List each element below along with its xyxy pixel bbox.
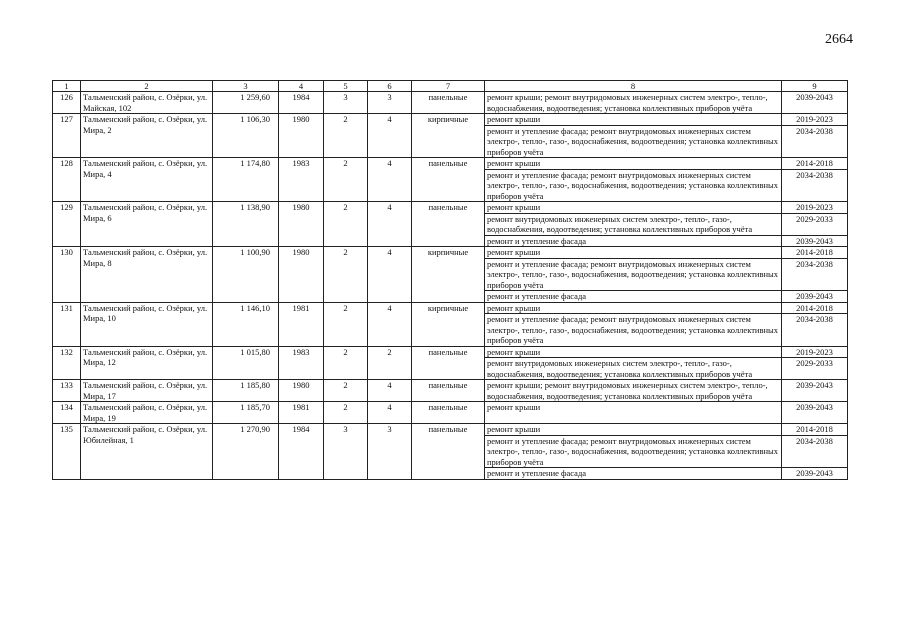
wall-material-cell: панельные: [412, 380, 485, 402]
year-cell: 1980: [279, 202, 324, 247]
entrances-cell: 4: [368, 158, 412, 202]
area-cell: 1 146,10: [213, 302, 279, 346]
repair-work-cell: ремонт крыши; ремонт внутридомовых инженерных систем электро-, тепло-, водоснабжения, водоотведения; установка коллективных приборов учёта: [485, 380, 782, 402]
entrances-cell: 4: [368, 380, 412, 402]
wall-material-cell: панельные: [412, 92, 485, 114]
address-cell: Тальменский район, с. Озёрки, ул. Мира, 19: [81, 402, 213, 424]
area-cell: 1 106,30: [213, 114, 279, 158]
row-number: 127: [53, 114, 81, 158]
period-cell: 2039-2043: [782, 402, 848, 424]
wall-material-cell: кирпичные: [412, 114, 485, 158]
year-cell: 1980: [279, 114, 324, 158]
row-number: 129: [53, 202, 81, 247]
floors-cell: 3: [324, 92, 368, 114]
year-cell: 1980: [279, 247, 324, 303]
wall-material-cell: панельные: [412, 158, 485, 202]
repair-work-cell: ремонт и утепление фасада; ремонт внутридомовых инженерных систем электро-, тепло-, газо-, водоснабжения, водоотведения; установка коллективных приборов учёта: [485, 435, 782, 468]
repair-work-cell: ремонт и утепление фасада: [485, 291, 782, 303]
table-row: [53, 424, 848, 436]
period-cell: 2039-2043: [782, 235, 848, 247]
column-header-7: 7: [412, 81, 485, 92]
repair-work-cell: ремонт крыши: [485, 114, 782, 126]
period-cell: 2014-2018: [782, 424, 848, 436]
row-number: 126: [53, 92, 81, 114]
area-cell: 1 259,60: [213, 92, 279, 114]
column-header-5: 5: [324, 81, 368, 92]
area-cell: 1 100,90: [213, 247, 279, 303]
entrances-cell: 4: [368, 114, 412, 158]
period-cell: 2034-2038: [782, 125, 848, 158]
row-number: 134: [53, 402, 81, 424]
column-header-2: 2: [81, 81, 213, 92]
period-cell: 2034-2038: [782, 258, 848, 291]
row-number: 135: [53, 424, 81, 480]
table-row: [53, 402, 848, 424]
area-cell: 1 185,70: [213, 402, 279, 424]
column-header-9: 9: [782, 81, 848, 92]
area-cell: 1 185,80: [213, 380, 279, 402]
period-cell: 2034-2038: [782, 435, 848, 468]
wall-material-cell: кирпичные: [412, 302, 485, 346]
year-cell: 1980: [279, 380, 324, 402]
period-cell: 2019-2023: [782, 346, 848, 358]
repair-work-cell: ремонт и утепление фасада; ремонт внутридомовых инженерных систем электро-, тепло-, газо-, водоснабжения, водоотведения; установка коллективных приборов учёта: [485, 258, 782, 291]
repair-work-cell: ремонт крыши; ремонт внутридомовых инженерных систем электро-, тепло-, водоснабжения, водоотведения; установка коллективных приборов учёта: [485, 92, 782, 114]
address-cell: Тальменский район, с. Озёрки, ул. Мира, 17: [81, 380, 213, 402]
column-header-1: 1: [53, 81, 81, 92]
row-number: 130: [53, 247, 81, 303]
repair-work-cell: ремонт крыши: [485, 202, 782, 214]
year-cell: 1981: [279, 402, 324, 424]
address-cell: Тальменский район, с. Озёрки, ул. Мира, 2: [81, 114, 213, 158]
housing-repair-table: [52, 80, 848, 480]
column-header-3: 3: [213, 81, 279, 92]
period-cell: 2039-2043: [782, 92, 848, 114]
repair-work-cell: ремонт и утепление фасада: [485, 235, 782, 247]
column-header-6: 6: [368, 81, 412, 92]
repair-work-cell: ремонт внутридомовых инженерных систем электро-, тепло-, газо-, водоснабжения, водоотведения; установка коллективных приборов учёта: [485, 213, 782, 235]
floors-cell: 2: [324, 114, 368, 158]
wall-material-cell: панельные: [412, 424, 485, 480]
wall-material-cell: кирпичные: [412, 247, 485, 303]
row-number: 133: [53, 380, 81, 402]
year-cell: 1984: [279, 92, 324, 114]
table-row: [53, 247, 848, 259]
address-cell: Тальменский район, с. Озёрки, ул. Мира, 12: [81, 346, 213, 380]
table-row: [53, 346, 848, 358]
table-row: [53, 114, 848, 126]
repair-work-cell: ремонт крыши: [485, 247, 782, 259]
area-cell: 1 138,90: [213, 202, 279, 247]
wall-material-cell: панельные: [412, 202, 485, 247]
area-cell: 1 015,80: [213, 346, 279, 380]
repair-work-cell: ремонт крыши: [485, 346, 782, 358]
entrances-cell: 3: [368, 92, 412, 114]
period-cell: 2039-2043: [782, 291, 848, 303]
repair-work-cell: ремонт и утепление фасада; ремонт внутридомовых инженерных систем электро-, тепло-, газо-, водоснабжения, водоотведения; установка коллективных приборов учёта: [485, 314, 782, 347]
period-cell: 2039-2043: [782, 468, 848, 480]
floors-cell: 2: [324, 346, 368, 380]
table-header-row: [53, 81, 848, 92]
repair-work-cell: ремонт и утепление фасада; ремонт внутридомовых инженерных систем электро-, тепло-, газо-, водоснабжения, водоотведения; установка коллективных приборов учёта: [485, 125, 782, 158]
address-cell: Тальменский район, с. Озёрки, ул. Мира, 6: [81, 202, 213, 247]
year-cell: 1983: [279, 158, 324, 202]
period-cell: 2034-2038: [782, 169, 848, 202]
entrances-cell: 4: [368, 302, 412, 346]
floors-cell: 3: [324, 424, 368, 480]
period-cell: 2019-2023: [782, 114, 848, 126]
repair-work-cell: ремонт крыши: [485, 302, 782, 314]
entrances-cell: 4: [368, 247, 412, 303]
floors-cell: 2: [324, 380, 368, 402]
period-cell: 2039-2043: [782, 380, 848, 402]
repair-work-cell: ремонт и утепление фасада: [485, 468, 782, 480]
period-cell: 2029-2033: [782, 213, 848, 235]
column-header-8: 8: [485, 81, 782, 92]
entrances-cell: 4: [368, 202, 412, 247]
period-cell: 2029-2033: [782, 358, 848, 380]
table-row: [53, 302, 848, 314]
repair-work-cell: ремонт внутридомовых инженерных систем электро-, тепло-, газо-, водоснабжения, водоотведения; установка коллективных приборов учёта: [485, 358, 782, 380]
address-cell: Тальменский район, с. Озёрки, ул. Мира, 8: [81, 247, 213, 303]
row-number: 132: [53, 346, 81, 380]
area-cell: 1 270,90: [213, 424, 279, 480]
repair-work-cell: ремонт крыши: [485, 424, 782, 436]
year-cell: 1981: [279, 302, 324, 346]
row-number: 128: [53, 158, 81, 202]
entrances-cell: 2: [368, 346, 412, 380]
period-cell: 2014-2018: [782, 247, 848, 259]
table-row: [53, 158, 848, 170]
floors-cell: 2: [324, 302, 368, 346]
period-cell: 2019-2023: [782, 202, 848, 214]
floors-cell: 2: [324, 247, 368, 303]
repair-work-cell: ремонт крыши: [485, 158, 782, 170]
table-row: [53, 380, 848, 402]
area-cell: 1 174,80: [213, 158, 279, 202]
floors-cell: 2: [324, 158, 368, 202]
wall-material-cell: панельные: [412, 346, 485, 380]
address-cell: Тальменский район, с. Озёрки, ул. Мира, 4: [81, 158, 213, 202]
entrances-cell: 3: [368, 424, 412, 480]
table-row: [53, 202, 848, 214]
page-number: 2664: [825, 32, 853, 47]
period-cell: 2014-2018: [782, 302, 848, 314]
period-cell: 2034-2038: [782, 314, 848, 347]
year-cell: 1984: [279, 424, 324, 480]
year-cell: 1983: [279, 346, 324, 380]
address-cell: Тальменский район, с. Озёрки, ул. Юбилейная, 1: [81, 424, 213, 480]
floors-cell: 2: [324, 202, 368, 247]
table-body: [53, 81, 848, 480]
row-number: 131: [53, 302, 81, 346]
address-cell: Тальменский район, с. Озёрки, ул. Майская, 102: [81, 92, 213, 114]
repair-work-cell: ремонт крыши: [485, 402, 782, 424]
entrances-cell: 4: [368, 402, 412, 424]
column-header-4: 4: [279, 81, 324, 92]
table-row: [53, 92, 848, 114]
period-cell: 2014-2018: [782, 158, 848, 170]
wall-material-cell: панельные: [412, 402, 485, 424]
floors-cell: 2: [324, 402, 368, 424]
repair-work-cell: ремонт и утепление фасада; ремонт внутридомовых инженерных систем электро-, тепло-, газо-, водоснабжения, водоотведения; установка коллективных приборов учёта: [485, 169, 782, 202]
address-cell: Тальменский район, с. Озёрки, ул. Мира, 10: [81, 302, 213, 346]
